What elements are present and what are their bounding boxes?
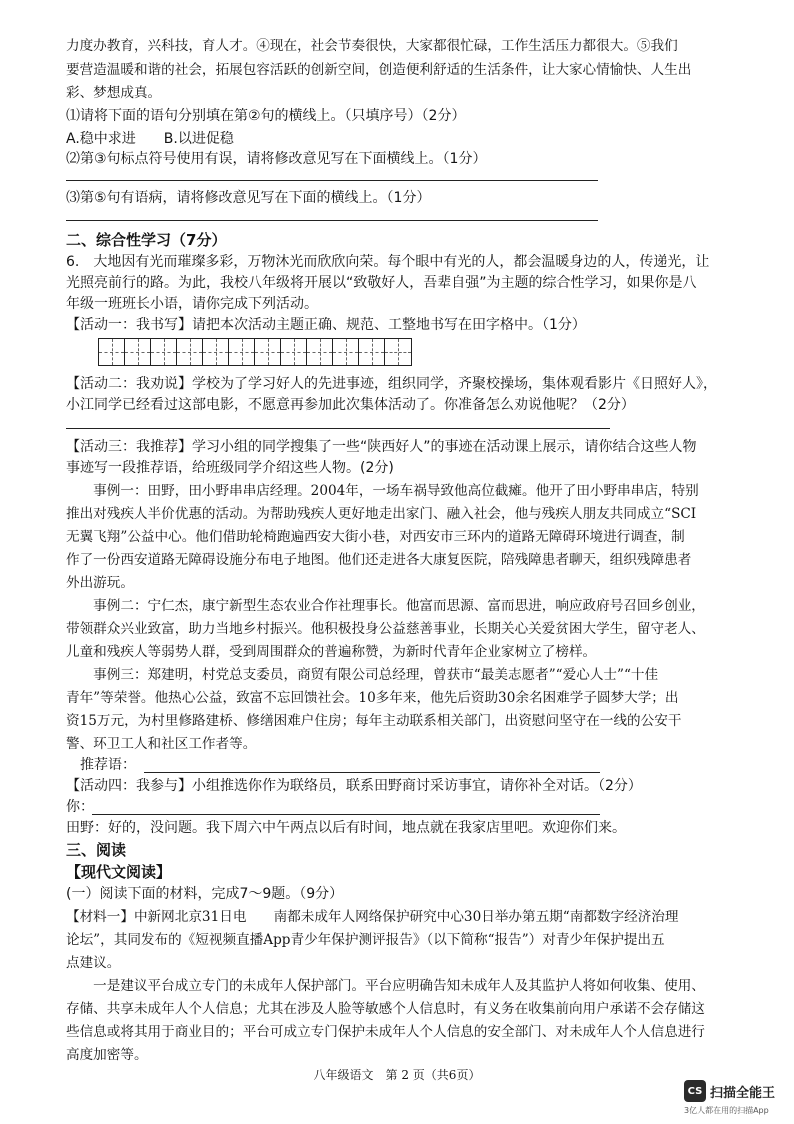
grid-cell[interactable] [385,339,411,365]
text-line: 彩、梦想成真。 [66,85,162,101]
example-line: 带领群众兴业致富，助力当地乡村振兴。他积极投身公益慈善事业，长期关心关爱贫困大学生，留守老人、 [66,621,705,637]
scanner-logo-icon: CS [684,1080,706,1102]
activity-line: 【活动四：我参与】小组推选你作为联络员，联系田野商讨采访事宜，请你补全对话。（2分） [66,778,642,794]
material-line: 一是建议平台成立专门的未成年人保护部门。平台应明确告知未成年人及其监护人将如何收集、使用、 [66,978,705,994]
material-line: 存储、共享未成年人个人信息；尤其在涉及人脸等敏感个人信息时，有义务在收集前向用户承诺不会存储这 [66,1001,705,1017]
question-line: ⑵第③句标点符号使用有误，请将修改意见写在下面横线上。（1分） [66,151,487,167]
example-line: 青年”等荣誉。他热心公益，致富不忘回馈社会。10多年来，他先后资助30余名困难学子圆梦大学；出 [66,690,679,706]
text-line: 光照亮前行的路。为此，我校八年级将开展以“致敬好人，吾辈自强”为主题的综合性学习，如果你是八 [66,275,697,291]
material-line: 高度加密等。 [66,1047,148,1063]
example-line: 警、环卫工人和社区工作者等。 [66,736,257,752]
example-line: 作了一份西安道路无障碍设施分布电子地图。他们还走进各大康复医院，陪残障患者聊天，组织残障患者 [66,552,692,568]
dialogue-line: 田野：好的，没问题。我下周六中午两点以后有时间，地点就在我家店里吧。欢迎你们来。 [66,820,626,836]
answer-line [92,814,600,815]
example-line: 事例三：郑建明，村党总支委员，商贸有限公司总经理，曾获市“最美志愿者”“爱心人士”“十佳 [66,667,659,683]
material-line: 【材料一】中新网北京31日电 南都未成年人网络保护研究中心30日举办第五期“南都数字经济治理 [66,909,679,925]
grid-cell[interactable] [99,339,125,365]
material-line: 些信息或将其用于商业目的；平台可成立专门保护未成年人个人信息的安全部门、对未成年人个人信息进行 [66,1024,705,1040]
recommend-label: 推荐语： [66,757,136,773]
answer-line [144,772,600,773]
grid-cell[interactable] [359,339,385,365]
section-heading: 三、阅读 [66,841,127,859]
question-line: (一）阅读下面的材料，完成7～9题。（9分） [66,886,344,902]
scanner-name: 扫描全能王 [710,1085,776,1101]
grid-cell[interactable] [203,339,229,365]
example-line: 资15万元，为村里修路建桥、修缮困难户住房；每年主动联系相关部门，出资慰问坚守在一线的公安干 [66,713,682,729]
activity-line: 【活动一：我书写】请把本次活动主题正确、规范、工整地书写在田字格中。（1分） [66,317,586,333]
example-line: 儿童和残疾人等弱势人群，受到周围群众的普遍称赞，为新时代青年企业家树立了榜样。 [66,644,597,660]
grid-cell[interactable] [229,339,255,365]
answer-line [66,220,598,221]
grid-cell[interactable] [281,339,307,365]
activity-line: 小江同学已经看过这部电影，不愿意再参加此次集体活动了。你准备怎么劝说他呢？（2分） [66,397,635,413]
grid-cell[interactable] [333,339,359,365]
grid-cell[interactable] [125,339,151,365]
grid-cell[interactable] [255,339,281,365]
example-line: 无翼飞翔”公益中心。他们借助轮椅跑遍西安大街小巷，对西安市三环内的道路无障碍环境进行调查，制 [66,529,685,545]
scanner-watermark [684,1080,775,1102]
subsection-heading: 【现代文阅读】 [66,863,172,881]
section-heading: 二、综合性学习（7分） [66,231,227,249]
grid-cell[interactable] [307,339,333,365]
answer-line [66,180,598,181]
dialogue-label: 你： [66,799,94,815]
scanner-slogan: 3亿人都在用的扫描App [684,1106,769,1115]
example-line: 外出游玩。 [66,575,134,591]
text-line: 要营造温暖和谐的社会，拓展包容活跃的创新空间，创造便利舒适的生活条件，让大家心情愉快、人生出 [66,62,692,78]
answer-line [66,428,610,429]
question-line: ⑴请将下面的语句分别填在第②句的横线上。（只填序号）（2分） [66,108,466,124]
tianzige-grid[interactable] [98,338,412,366]
question-line: ⑶第⑤句有语病，请将修改意见写在下面的横线上。（1分） [66,190,431,206]
text-line: 6. 大地因有光而璀璨多彩，万物沐光而欣欣向荣。每个眼中有光的人，都会温暖身边的人，传递光，让 [66,254,710,270]
text-line: 力度办教育，兴科技，育人才。④现在，社会节奏很快，大家都很忙碌，工作生活压力都很大。⑤我们 [66,38,678,54]
page-footer: 八年级语文 第 2 页（共6页） [313,1068,481,1082]
activity-line: 【活动二：我劝说】学校为了学习好人的先进事迹，组织同学，齐聚校操场，集体观看影片《日照好人》， [66,376,717,392]
option-line: A.稳中求进 B.以进促稳 [66,131,234,147]
material-line: 论坛”，其同发布的《短视频直播App青少年保护测评报告》（以下简称“报告”）对青少年保护提出五 [66,932,665,948]
example-line: 事例一：田野，田小野串串店经理。2004年，一场车祸导致他高位截瘫。他开了田小野串串店，特别 [66,483,699,499]
example-line: 事例二：宁仁杰，康宁新型生态农业合作社理事长。他富而思源、富而思进，响应政府号召回乡创业， [66,598,705,614]
material-line: 点建议。 [66,955,121,971]
example-line: 推出对残疾人半价优惠的活动。为帮助残疾人更好地走出家门、融入社会，他与残疾人朋友共同成立“SCI [66,506,697,522]
text-line: 年级一班班长小语，请你完成下列活动。 [66,296,318,312]
grid-cell[interactable] [177,339,203,365]
grid-cell[interactable] [151,339,177,365]
activity-line: 事迹写一段推荐语，给班级同学介绍这些人物。(2分) [66,460,394,476]
activity-line: 【活动三：我推荐】学习小组的同学搜集了一些“陕西好人”的事迹在活动课上展示，请你结合这些人物 [66,439,697,455]
